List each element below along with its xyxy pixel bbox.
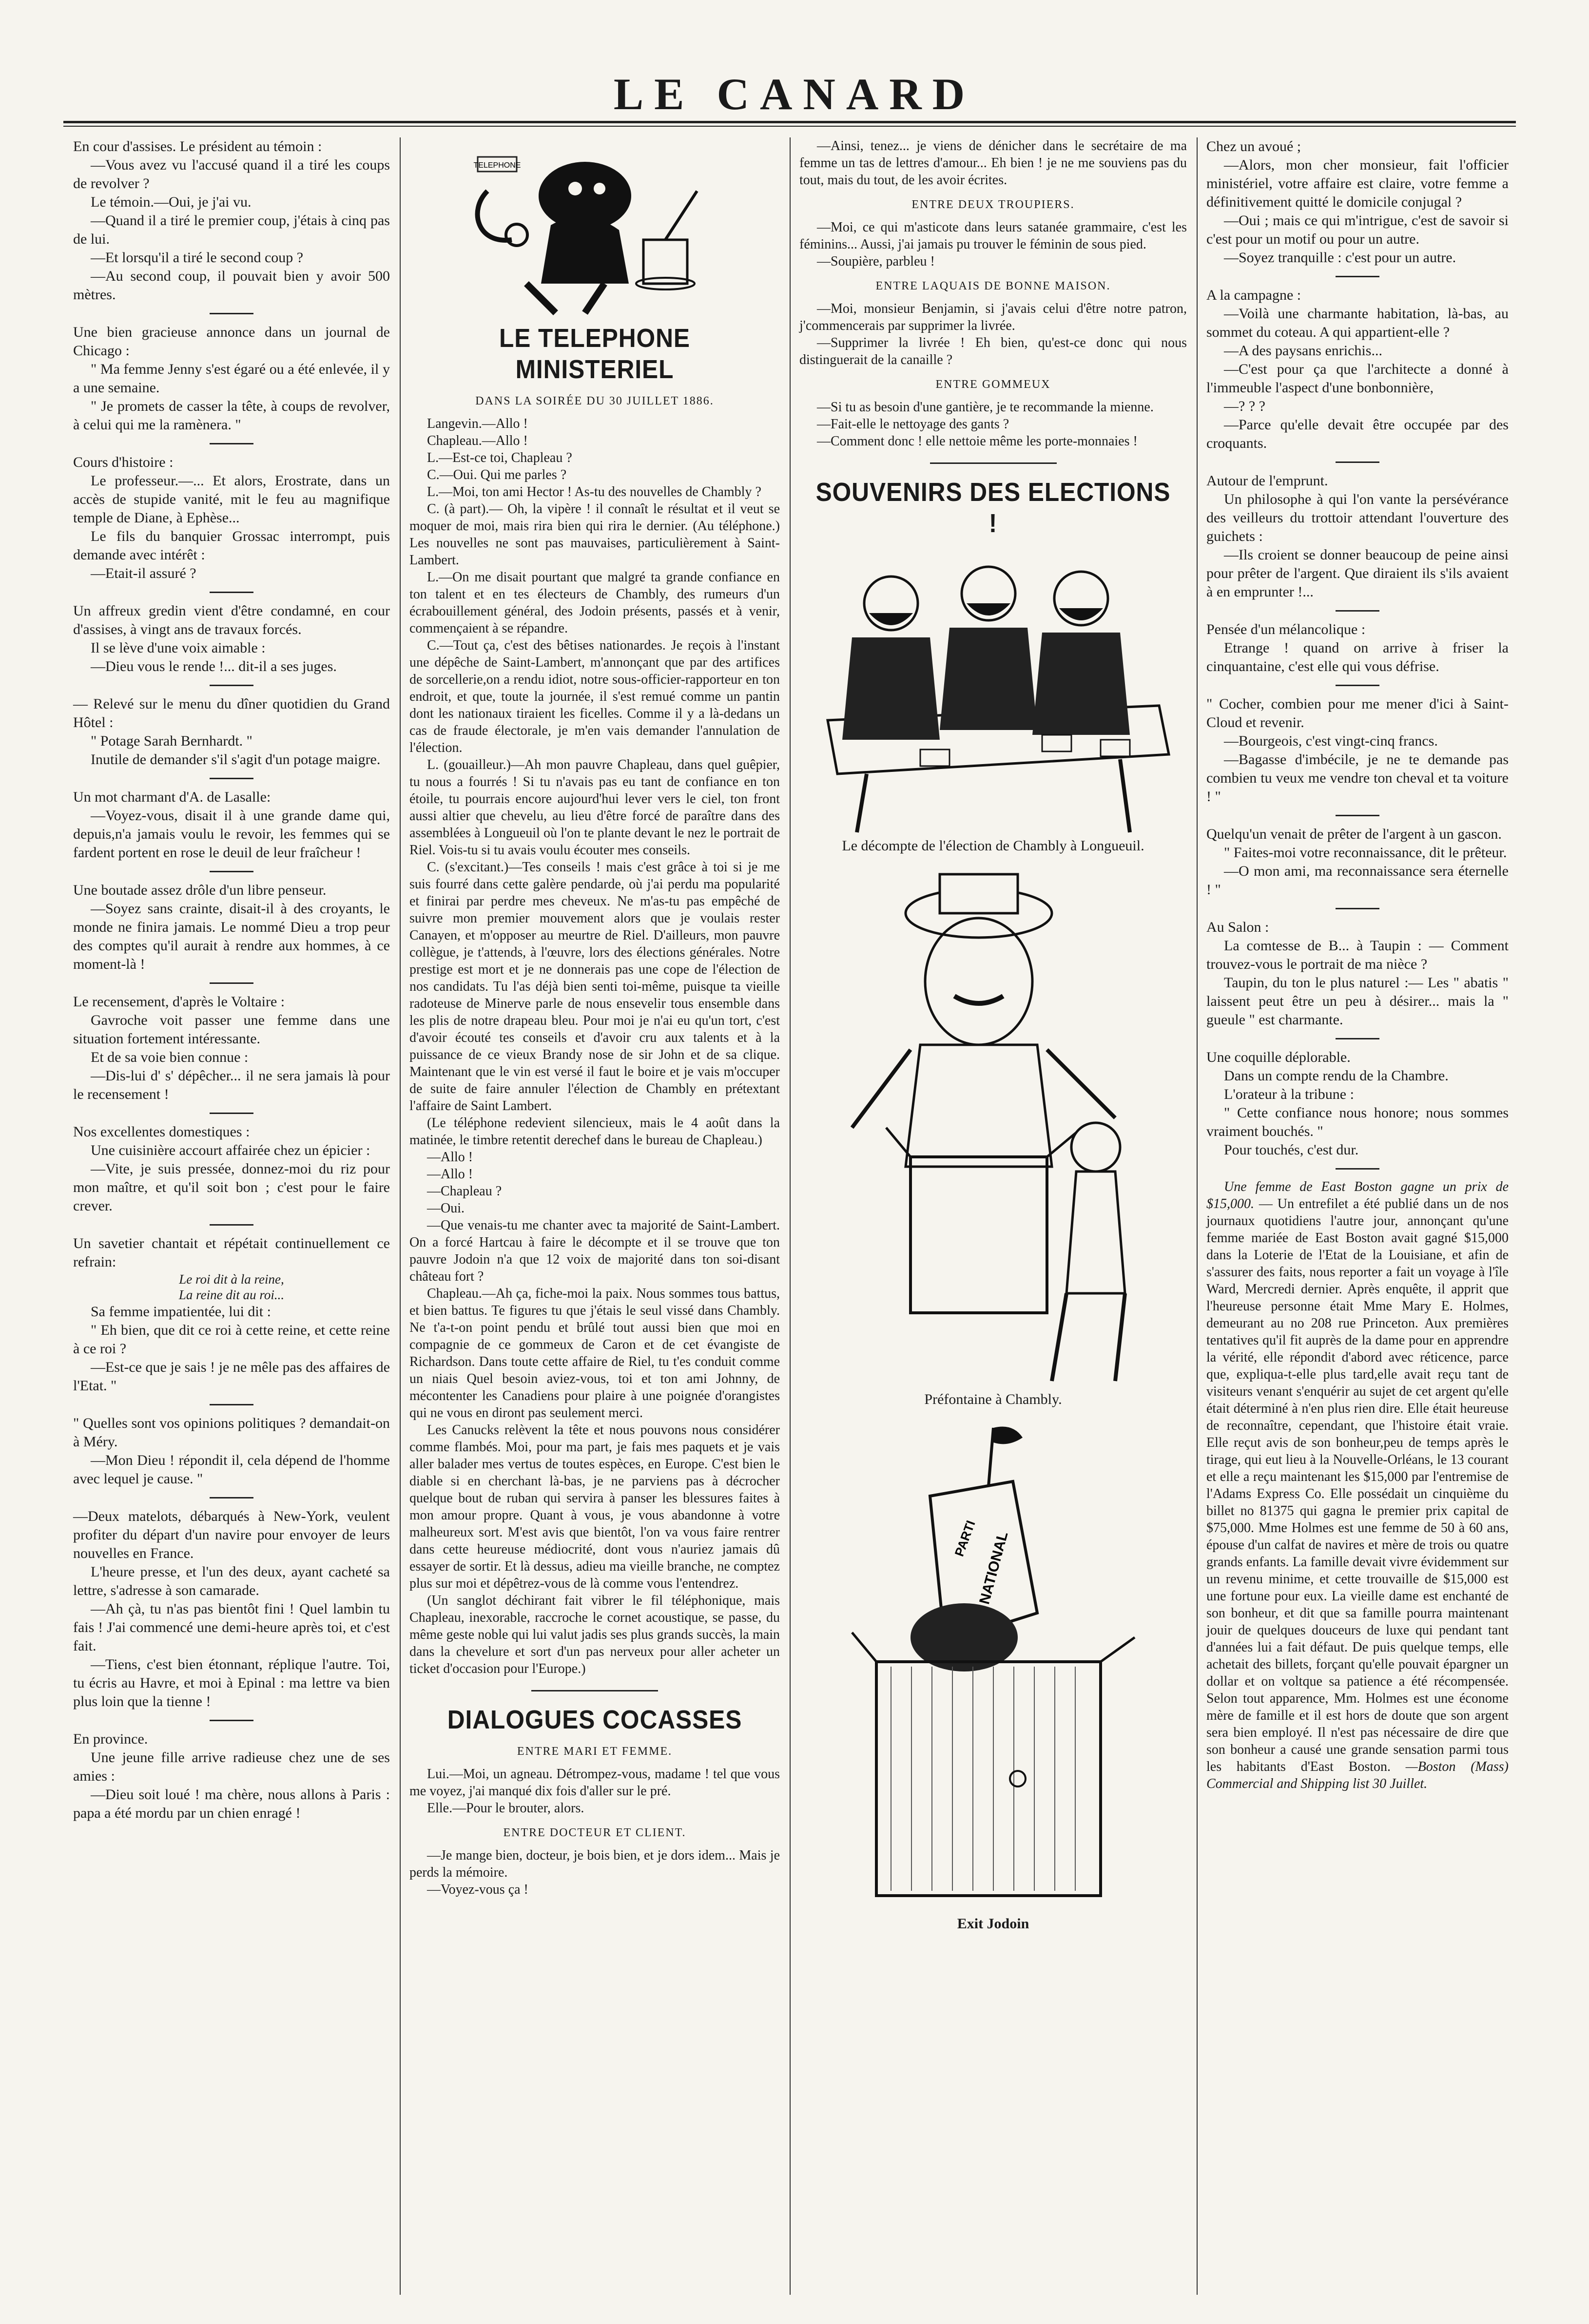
anecdote-paragraph: Un mot charmant d'A. de Lasalle: (73, 789, 271, 805)
anecdote-paragraph: Le témoin.—Oui, je j'ai vu. (91, 194, 252, 210)
anecdote-paragraph: —Oui ; mais ce qui m'intrigue, c'est de savoir si c'est pour un motif ou pour un autre. (1206, 212, 1509, 247)
box-label-parti: PARTI (951, 1518, 978, 1558)
dialogue-line: —Comment donc ! elle nettoie même les porte-monnaies ! (817, 434, 1138, 449)
telephone-dialogue-paragraph: —Oui. (427, 1201, 465, 1216)
anecdote-paragraph: —Bourgeois, c'est vingt-cinq francs. (1224, 733, 1438, 749)
anecdote-paragraph: En cour d'assises. Le président au témoin : (73, 138, 322, 154)
anecdote-paragraph: —Dieu soit loué ! ma chère, nous allons à Paris : papa a été mordu par un chien enragé ! (73, 1786, 390, 1821)
anecdote-paragraph: La comtesse de B... à Taupin : — Comment trouvez-vous le portrait de ma nièce ? (1206, 938, 1509, 972)
anecdote-item (1206, 825, 1509, 899)
anecdote-paragraph: —Soyez sans crainte, disait-il à des croyants, le monde ne finira jamais. Le nommé Dieu a trop peur des comptes qu'il aurait à rendre aux hommes, à ce moment-là ! (73, 901, 390, 972)
column-2 (409, 137, 780, 1898)
section-title-souvenirs: SOUVENIRS DES ELECTIONS ! (815, 478, 1171, 538)
anecdote-paragraph: —O mon ami, ma reconnaissance sera éternelle ! " (1206, 863, 1509, 898)
separator-rule (210, 592, 253, 593)
anecdote-paragraph: " Cette confiance nous honore; nous sommes vraiment bouchés. " (1206, 1105, 1509, 1139)
anecdote-item (73, 788, 390, 862)
lottery-article (1206, 1178, 1509, 1792)
dialogue-heading: ENTRE LAQUAIS DE BONNE MAISON. (875, 280, 1111, 292)
anecdote-paragraph: —Mon Dieu ! répondit il, cela dépend de l'homme avec lequel je cause. " (73, 1452, 390, 1487)
vote-count-illustration (808, 545, 1179, 837)
anecdote-paragraph: —Etait-il assuré ? (91, 565, 196, 581)
telephone-dialogue-paragraph: C. (s'excitant.)—Tes conseils ! mais c'est grâce à toi si je me suis fourré dans cette galère pendarde, où j'ai perdu ma popularité et finirai par perdre mes cheveux. Ne m'as-tu pas empêché de suivre mon premier mouvement alors que je voulais rester Canayen, et m'opposer au meurtre de Riel. D'ailleurs, mon pauvre collègue, je t'attends, à l'œuvre, lors des élections générales. Notre prestige est mort et je ne donnerais pas une cope de l'élection de nos candidats. Tu l'as déjà bien senti toi-même, puisque ta vieille radoteuse de Minerve parle de nous ensevelir tous ensemble dans les plis de notre drapeau bleu. Pour moi je n'ai eu qu'un tort, c'est d'avoir écouté tes conseils et d'avoir cru aux talents et à la puissance de ce vieux Brandy nose de sir John et de sa clique. Maintenant que le vin est versé il faut le boire et je vais m'occuper de suite de faire annuler l'élection de Chambly en prétextant l'affaire de Saint Lambert. (409, 860, 780, 1114)
telephone-dialogue-paragraph: —Chapleau ? (427, 1184, 502, 1199)
prefontaine-caricature-illustration (823, 855, 1164, 1391)
anecdote-item (73, 993, 390, 1104)
anecdote-paragraph: " Faites-moi votre reconnaissance, dit le prêteur. (1224, 845, 1507, 861)
masthead (0, 0, 1589, 122)
lottery-article-source: —Boston (Mass) Commercial and Shipping list 30 Juillet. (1206, 1759, 1509, 1791)
anecdote-paragraph: —Est-ce que je sais ! je ne mêle pas des affaires de l'Etat. " (73, 1359, 390, 1394)
anecdote-paragraph: —Et lorsqu'il a tiré le second coup ? (91, 250, 304, 266)
anecdote-item (73, 323, 390, 434)
telephone-dialogue-paragraph: Langevin.—Allo ! (427, 416, 528, 431)
separator-rule (210, 1113, 253, 1114)
anecdote-paragraph: —Parce qu'elle devait être occupée par des croquants. (1206, 417, 1509, 451)
separator-rule (1336, 276, 1379, 277)
anecdote-paragraph: En province. (73, 1731, 148, 1747)
anecdote-paragraph: —Deux matelots, débarqués à New-York, veulent profiter du départ d'un navire pour envoyer de leurs nouvelles en France. (73, 1508, 390, 1561)
telephone-dialogue-paragraph: C. (à part).— Oh, la vipère ! il connaît le résultat et il veut se moquer de moi, mais rira bien qui rira le dernier. (Au téléphone.) Les nouvelles ne sont pas mauvaises, particulièrement à Saint-Lambert. (409, 501, 780, 568)
separator-rule (210, 1497, 253, 1498)
telephone-dialogue-paragraph: —Allo ! (427, 1167, 473, 1182)
anecdote-paragraph: Un savetier chantait et répétait continuellement ce refrain: (73, 1235, 390, 1270)
telephone-dialogue-paragraph: (Le téléphone redevient silencieux, mais le 4 août dans la matinée, le timbre retentit derechef dans le bureau de Chapleau.) (409, 1115, 780, 1148)
separator-rule (210, 1720, 253, 1721)
separator-rule (1336, 685, 1379, 686)
column-3 (799, 137, 1187, 1933)
anecdote-paragraph: Le fils du banquier Grossac interrompt, puis demande avec intérêt : (73, 528, 390, 563)
anecdote-paragraph: —Tiens, c'est bien étonnant, réplique l'autre. Toi, tu écris au Havre, et moi à Epinal : ma lettre va bien plus loin que la tienne ! (73, 1656, 390, 1709)
verse-line: Le roi dit à la reine, (179, 1272, 284, 1287)
anecdote-paragraph: Cours d'histoire : (73, 454, 174, 470)
separator-rule (210, 982, 253, 984)
masthead-rule (63, 121, 1516, 123)
telephone-dialogue-paragraph: L. (gouailleur.)—Ah mon pauvre Chapleau, dans quel guêpier, tu nous a fourrés ! Si tu n'avais pas eu tant de confiance en ton étoile, tu pourrais encore aujourd'hui lever vers le ciel, ton front aussi altier que chevelu, au lieu d'être forcé de paraître dans des assemblées à Longueuil où l'on te plante devant le nez le portrait de Riel. Vois-tu si tu avais voulu écouter mes conseils. (409, 757, 780, 858)
separator-rule (210, 443, 253, 444)
anecdote-paragraph: —Vous avez vu l'accusé quand il a tiré les coups de revolver ? (73, 157, 390, 192)
separator-rule (1336, 610, 1379, 612)
telephone-caricature-illustration (458, 137, 731, 318)
telephone-dialogue-paragraph: C.—Tout ça, c'est des bêtises nationardes. Je reçois à l'instant une dépêche de Saint-Lambert, m'annonçant que par des artifices de sorcellerie,on a rendu idiot, notre sous-officier-rapporteur en ton endroit, et que, toute la journée, il s'est remué comme un pantin dont les nationaux tiraient les ficelles. Comme il y a là-dedans un cas de fraude électorale, je m'en vais demander l'annulation de l'élection. (409, 638, 780, 755)
anecdote-item (73, 137, 390, 304)
article-title-telephone: LE TELEPHONE MINISTERIEL (499, 324, 690, 384)
telephone-dialogue-paragraph: Chapleau.—Ah ça, fiche-moi la paix. Nous sommes tous battus, et bien battus. Te figures tu que j'étais le seul vissé dans Chambly. Ne t'a-t-on point pendu et brûlé tout aussi bien que moi en compagnie de ce gommeux de Caron et de cet évangiste de Richardson. Dans toute cette affaire de Riel, tu t'es conduit comme un niais Quel besoin aviez-vous, toi et ton ami Johnny, de mécontenter les Canadiens pour plaire à une poignée d'orangistes qui ne vous en diront pas seulement merci. (409, 1286, 780, 1421)
anecdote-paragraph: —C'est pour ça que l'architecte a donné à l'immeuble l'aspect d'une bonbonnière, (1206, 361, 1509, 396)
anecdote-paragraph: —Alors, mon cher monsieur, fait l'officier ministériel, votre affaire est claire, votre femme a définitivement quitté le domicile conjugal ? (1206, 157, 1509, 210)
anecdote-paragraph: Taupin, du ton le plus naturel :— Les " abatis " laissent peut être un peu à désirer... mais la " gueule " est charmante. (1206, 975, 1509, 1028)
column-1 (73, 137, 390, 1831)
telephone-dialogue-paragraph: C.—Oui. Qui me parles ? (427, 467, 567, 482)
dialogue-line: —Voyez-vous ça ! (427, 1882, 528, 1897)
dialogue-line: —Si tu as besoin d'une gantière, je te recommande la mienne. (817, 400, 1154, 415)
caption-vote-count: Le décompte de l'élection de Chambly à Longueuil. (842, 838, 1144, 854)
anecdote-paragraph: Chez un avoué ; (1206, 138, 1301, 154)
anecdote-item (73, 1234, 390, 1395)
box-label-national: NATIONAL (976, 1530, 1011, 1606)
separator-rule (1336, 461, 1379, 463)
anecdote-paragraph: L'orateur à la tribune : (1224, 1086, 1354, 1102)
anecdote-paragraph: Un affreux gredin vient d'être condamné, en cour d'assises, à vingt ans de travaux forcés. (73, 603, 390, 637)
dialogue-heading: ENTRE MARI ET FEMME. (517, 1745, 673, 1758)
anecdote-paragraph: —Ah çà, tu n'as pas bientôt fini ! Quel lambin tu fais ! J'ai commencé une demi-heure après toi, et c'est fait. (73, 1601, 390, 1654)
anecdote-item (73, 453, 390, 583)
anecdote-paragraph: " Cocher, combien pour me mener d'ici à Saint-Cloud et revenir. (1206, 696, 1509, 730)
anecdote-paragraph: Une jeune fille arrive radieuse chez une de ses amies : (73, 1749, 390, 1784)
anecdote-paragraph: —Voilà une charmante habitation, là-bas, au sommet du coteau. A qui appartient-elle ? (1206, 306, 1509, 340)
dialogue-line: —Supprimer la livrée ! Eh bien, qu'est-ce donc qui nous distinguerait de la canaille ? (799, 335, 1187, 367)
anecdote-paragraph: " Je promets de casser la tête, à coups de revolver, à celui qui me la ramènera. " (73, 398, 390, 433)
article-dateline: DANS LA SOIRÉE DU 30 JUILLET 1886. (475, 395, 714, 407)
anecdote-paragraph: Gavroche voit passer une femme dans une situation fortement intéressante. (73, 1012, 390, 1047)
anecdote-paragraph: Inutile de demander s'il s'agit d'un potage maigre. (91, 751, 381, 768)
anecdote-paragraph: Dans un compte rendu de la Chambre. (1224, 1068, 1449, 1084)
anecdote-paragraph: — Relevé sur le menu du dîner quotidien du Grand Hôtel : (73, 696, 390, 730)
column-divider (1197, 137, 1198, 2295)
anecdote-item (73, 1730, 390, 1823)
separator-rule (210, 1404, 253, 1405)
dialogue-heading: ENTRE DEUX TROUPIERS. (911, 198, 1075, 211)
anecdote-item (73, 1414, 390, 1488)
caption-exit-jodoin: Exit Jodoin (957, 1916, 1029, 1932)
lottery-article-title: Une femme de East Boston gagne un prix de $15,000. (1206, 1179, 1509, 1211)
telephone-dialogue-paragraph: L.—Est-ce toi, Chapleau ? (427, 450, 572, 465)
separator-rule (210, 313, 253, 314)
anecdote-paragraph: —A des paysans enrichis... (1224, 343, 1382, 359)
dialogue-line: —Soupière, parbleu ! (817, 254, 935, 269)
newspaper-title: LE CANARD (613, 69, 976, 119)
telephone-dialogue-paragraph: L.—On me disait pourtant que malgré ta grande confiance en ton talent et en tes électeurs de Chambly, des rumeurs d'un écrabouillement général, des Jodoin présents, passés et à venir, commençaient à se répandre. (409, 570, 780, 636)
anecdote-paragraph: Et de sa voie bien connue : (91, 1049, 249, 1065)
anecdote-paragraph: —Bagasse d'imbécile, je ne te demande pas combien tu veux me vendre ton cheval et ta voiture ! " (1206, 751, 1509, 805)
anecdote-paragraph: Etrange ! quand on arrive à friser la cinquantaine, c'est elle qui vous défrise. (1206, 640, 1509, 674)
telephone-dialogue-paragraph: (Un sanglot déchirant fait vibrer le fil téléphonique, mais Chapleau, inexorable, raccroche le cornet acoustique, se passe, du même geste noble qui lui valut jadis ses plus grands succès, la main dans la chevelure et sort d'un pas nerveux pour aller acheter un ticket d'occasion pour l'Europe.) (409, 1593, 780, 1676)
separator-rule (1336, 815, 1379, 816)
separator-rule (1336, 908, 1379, 909)
column-divider (400, 137, 401, 2295)
dialogue-line: —Moi, ce qui m'asticote dans leurs satanée grammaire, c'est les féminins... Aussi, j'ai jamais pu trouver le féminin de sous pied. (799, 220, 1187, 252)
lottery-article-body: — Un entrefilet a été publié dans un de nos journaux quotidiens l'autre jour, annonçant qu'une femme mariée de East Boston avait gagné $15,000 dans la Loterie de l'Etat de la Louisiane, et afin de s'assurer des faits, nous reporter a fait un voyage à l'île Ward, Mercredi dernier. Après enquête, il apprit que l'heureuse personne était Mme Mary E. Holmes, demeurant au no 208 rue Princeton. Aux premières tentatives qu'il fit auprès de la dame pour en apprendre la vérité, elle répondit d'abord avec réticence, parce que, expliqua-t-elle plus tard,elle avait reçu tant de visiteurs venant s'enquérir au sujet de cet argent qu'elle était déterminé à n'en plus rien dire. Elle était heureuse de reconnaître, cependant, que l'histoire était vraie. Elle reçut avis de son bonheur,peu de temps après le tirage, qui eut lieu à la Nouvelle-Orléans, le 13 courant et elle a reçu maintenant les $15,000 par l'entremise de l'Adams Express Co. Elle possédait un cinquième du billet no 81375 qui gagna le premier prix capital de $75,000. Mme Holmes est une femme de 50 à 60 ans, épouse d'un calfat de navires et mère de trois ou quatre grands enfants. La famille devait vivre évidemment sur un revenu minime, et cette trouvaille de $15,000 est une fortune pour eux. La vieille dame est enchanté de son bonheur, et dit que sa famille pourra maintenant jouir de quelques douceurs de luxe qui pendant tant d'années lui a fait défaut. De puis quelque temps, elle achetait des billets, forçant qu'elle pouvait épargner un dollar et on voltque sa patience a été récompensée. Selon tout apparence, Mm. Holmes est une économe mère de famille et il est hors de doute que son argent sera bien employé. Il n'est pas nécessaire de dire que son bonheur a causé une grande sensation parmi tous les habitants d'East Boston. (1206, 1196, 1509, 1774)
dialogue-heading: ENTRE GOMMEUX (935, 378, 1051, 391)
anecdote-item (73, 1507, 390, 1711)
anecdote-paragraph: Autour de l'emprunt. (1206, 473, 1328, 489)
dialogue-line: —Moi, monsieur Benjamin, si j'avais celui d'être notre patron, j'commencerais par supprimer la livrée. (799, 301, 1187, 333)
dialogue-line: —Je mange bien, docteur, je bois bien, et je dors idem... Mais je perds la mémoire. (409, 1848, 780, 1880)
anecdote-item (1206, 695, 1509, 806)
anecdote-paragraph: Une boutade assez drôle d'un libre penseur. (73, 882, 327, 898)
anecdote-paragraph: —Dis-lui d' s' dépêcher... il ne sera jamais là pour le recensement ! (73, 1068, 390, 1102)
caption-prefontaine: Préfontaine à Chambly. (924, 1391, 1062, 1407)
dialogue-line: —Fait-elle le nettoyage des gants ? (817, 417, 1009, 432)
anecdote-paragraph: —Vite, je suis pressée, donnez-moi du riz pour mon maître, et qu'il soit bon ; c'est pour le faire crever. (73, 1161, 390, 1214)
separator-rule (210, 1224, 253, 1226)
anecdote-paragraph: —Soyez tranquille : c'est pour un autre. (1224, 250, 1456, 266)
separator-rule (1336, 1168, 1379, 1170)
anecdote-paragraph: Il se lève d'une voix aimable : (91, 640, 266, 656)
dialogue-heading: ENTRE DOCTEUR ET CLIENT. (503, 1826, 686, 1839)
verse-line: La reine dit au roi... (178, 1287, 285, 1302)
column-divider (790, 137, 791, 2295)
telephone-dialogue-paragraph: L.—Moi, ton ami Hector ! As-tu des nouvelles de Chambly ? (427, 484, 761, 499)
telephone-dialogue-paragraph: —Allo ! (427, 1150, 473, 1165)
telephone-label: TELEPHONE (473, 161, 521, 170)
anecdote-paragraph: Pensée d'un mélancolique : (1206, 621, 1366, 637)
section-title-dialogues: DIALOGUES COCASSES (447, 1705, 742, 1734)
anecdote-paragraph: Une cuisinière accourt affairée chez un épicier : (91, 1142, 370, 1158)
anecdote-paragraph: —Ils croient se donner beaucoup de peine ainsi pour prêter de l'argent. Que diraient ils s'ils avaient à en emprunter !... (1206, 547, 1509, 600)
anecdote-paragraph: —Au second coup, il pouvait bien y avoir 500 mètres. (73, 268, 390, 303)
exit-jodoin-illustration (808, 1408, 1179, 1915)
anecdote-paragraph: Quelqu'un venait de prêter de l'argent à un gascon. (1206, 826, 1502, 842)
anecdote-paragraph: Au Salon : (1206, 919, 1269, 935)
anecdote-paragraph: —Dieu vous le rende !... dit-il a ses juges. (91, 658, 337, 674)
dialogue-line: Lui.—Moi, un agneau. Détrompez-vous, madame ! tel que vous me voyez, j'ai manqué dix fois d'aller sur le pré. (409, 1767, 780, 1799)
anecdote-paragraph: —Voyez-vous, disait il à une grande dame qui, depuis,n'a jamais voulu le revoir, les femmes qui se fardent portent en rose le deuil de leur fraîcheur ! (73, 807, 390, 861)
column-4 (1206, 137, 1509, 1792)
anecdote-item (1206, 918, 1509, 1029)
anecdote-paragraph: " Quelles sont vos opinions politiques ? demandait-on à Méry. (73, 1415, 390, 1450)
telephone-dialogue-paragraph: Chapleau.—Allo ! (427, 433, 528, 448)
anecdote-paragraph: —? ? ? (1224, 398, 1265, 414)
anecdote-item (1206, 472, 1509, 601)
anecdote-item (73, 1123, 390, 1215)
anecdote-paragraph: Le recensement, d'après le Voltaire : (73, 994, 285, 1010)
anecdote-paragraph: " Ma femme Jenny s'est égaré ou a été enlevée, il y a une semaine. (73, 361, 390, 396)
anecdote-item (73, 881, 390, 974)
separator-rule (1336, 1038, 1379, 1039)
anecdote-item (1206, 286, 1509, 453)
separator-rule (930, 462, 1057, 464)
separator-rule (210, 685, 253, 686)
masthead-rule-thin (63, 126, 1516, 127)
anecdote-paragraph: Une bien gracieuse annonce dans un journal de Chicago : (73, 324, 390, 359)
anecdote-paragraph: " Eh bien, que dit ce roi à cette reine, et cette reine à ce roi ? (73, 1322, 390, 1357)
anecdote-item (73, 695, 390, 769)
anecdote-paragraph: Sa femme impatientée, lui dit : (91, 1304, 271, 1320)
anecdote-item (73, 602, 390, 676)
anecdote-paragraph: Nos excellentes domestiques : (73, 1124, 250, 1140)
anecdote-item (1206, 620, 1509, 676)
anecdote-paragraph: —Quand il a tiré le premier coup, j'étais à cinq pas de lui. (73, 212, 390, 247)
dialogue-line: Elle.—Pour le brouter, alors. (427, 1801, 584, 1816)
anecdote-item (1206, 137, 1509, 267)
anecdote-paragraph: Pour touchés, c'est dur. (1224, 1142, 1359, 1158)
anecdote-paragraph: " Potage Sarah Bernhardt. " (91, 733, 252, 749)
separator-rule (210, 871, 253, 872)
anecdote-paragraph: L'heure presse, et l'un des deux, ayant cacheté sa lettre, s'adresse à son camarade. (73, 1564, 390, 1598)
anecdote-paragraph: A la campagne : (1206, 287, 1301, 303)
anecdote-paragraph: Un philosophe à qui l'on vante la persévérance des veilleurs du trottoir attendant l'ouverture des guichets : (1206, 491, 1509, 544)
telephone-dialogue-paragraph: —Que venais-tu me chanter avec ta majorité de Saint-Lambert. On a forcé Hartcau à faire le décompte et il se trouve que ton pauvre Jodoin n'a que 12 voix de majorité dans ton soi-disant château fort ? (409, 1218, 780, 1284)
telephone-dialogue-paragraph: Les Canucks relèvent la tête et nous pouvons nous considérer comme flambés. Moi, pour ma part, je fais mes paquets et je vais aller balader mes vertus de toutes espèces, en Europe. C'est bien le diable si en cherchant là-bas, je ne parviens pas à décrocher quelque bout de ruban qui servira à panser les blessures faites à mon amour propre. Quant à vous, je vous abandonne à votre malheureux sort. M'est avis que bientôt, l'on va vous faire rentrer dans cette heureuse médiocrité, dont vous n'auriez jamais dû essayer de sortir. Et là dessus, adieu ma vieille branche, ne comptez plus sur moi et dépêtrez-vous de là comme vous l'entendrez. (409, 1422, 780, 1591)
separator-rule (210, 778, 253, 779)
anecdote-item (1206, 1048, 1509, 1159)
separator-rule (531, 1690, 658, 1691)
anecdote-paragraph: Une coquille déplorable. (1206, 1049, 1351, 1065)
dialogue-line: —Ainsi, tenez... je viens de dénicher dans le secrétaire de ma femme un tas de lettres d'amour... Eh bien ! je ne me souviens pas du tout, mais du tout, de les avoir écrites. (799, 138, 1187, 188)
anecdote-paragraph: Le professeur.—... Et alors, Erostrate, dans un accès de stupide vanité, mit le feu au magnifique temple de Diane, à Ephèse... (73, 473, 390, 526)
